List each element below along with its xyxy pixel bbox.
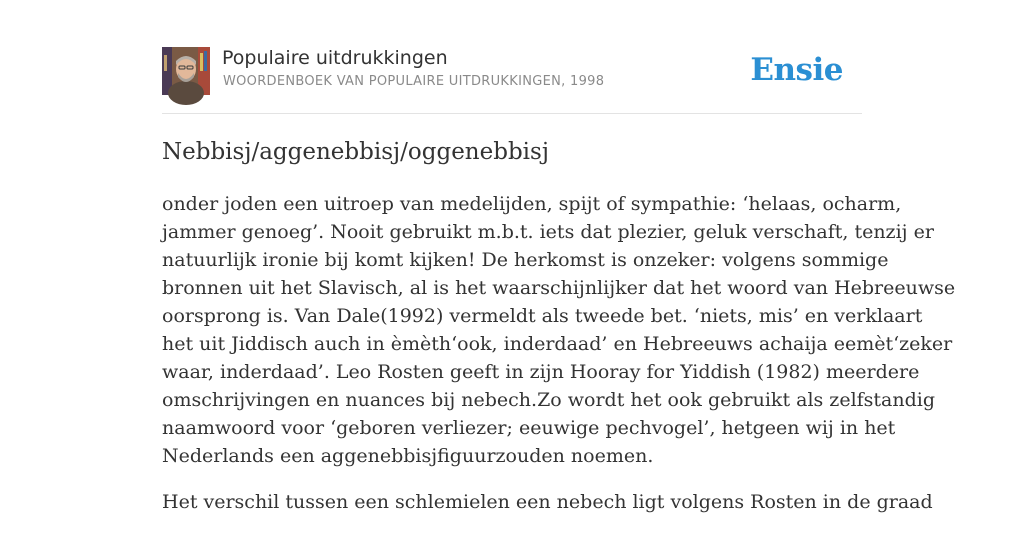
source-title[interactable]: Populaire uitdrukkingen [222, 47, 448, 69]
entry-page [162, 0, 956, 513]
text-line: Het verschil tussen een schlemielen een nebech ligt volgens Rosten in de graad [162, 491, 933, 513]
text-line: naamwoord voor ‘geboren verliezer; eeuwige pechvogel’, hetgeen wij in het [162, 417, 896, 439]
source-header [162, 46, 862, 96]
text-line: jammer genoeg’. Nooit gebruikt m.b.t. iets dat plezier, geluk verschaft, tenzij er [162, 221, 934, 243]
text-line: waar, inderdaad’. Leo Rosten geeft in zijn Hooray for Yiddish (1982) meerdere [162, 361, 920, 383]
text-line: het uit Jiddisch auch in èmèth‘ook, inderdaad’ en Hebreeuws achaija eemèt‘zeker [162, 333, 953, 355]
entry-body [162, 190, 956, 534]
text-line: oorsprong is. Van Dale(1992) vermeldt als tweede bet. ‘niets, mis’ en verklaart [162, 305, 923, 327]
text-line: onder joden een uitroep van medelijden, spijt of sympathie: ‘helaas, ocharm, [162, 193, 902, 215]
paragraph-2 [162, 488, 933, 516]
text-line: natuurlijk ironie bij komt kijken! De herkomst is onzeker: volgens sommige [162, 249, 889, 271]
source-subtitle: WOORDENBOEK VAN POPULAIRE UITDRUKKINGEN, 1998 [223, 74, 605, 89]
text-line: Nederlands een aggenebbisjfiguurzouden noemen. [162, 445, 654, 467]
ensie-logo[interactable]: Ensie [750, 52, 843, 88]
entry-title: Nebbisj/aggenebbisj/oggenebbisj [162, 139, 549, 165]
text-line: bronnen uit het Slavisch, al is het waarschijnlijker dat het woord van Hebreeuwse [162, 277, 956, 299]
header-divider [162, 113, 862, 114]
source-avatar[interactable] [162, 47, 210, 95]
paragraph-1 [162, 190, 956, 470]
text-line: omschrijvingen en nuances bij nebech.Zo wordt het ook gebruikt als zelfstandig [162, 389, 936, 411]
author-portrait-icon [162, 47, 210, 95]
